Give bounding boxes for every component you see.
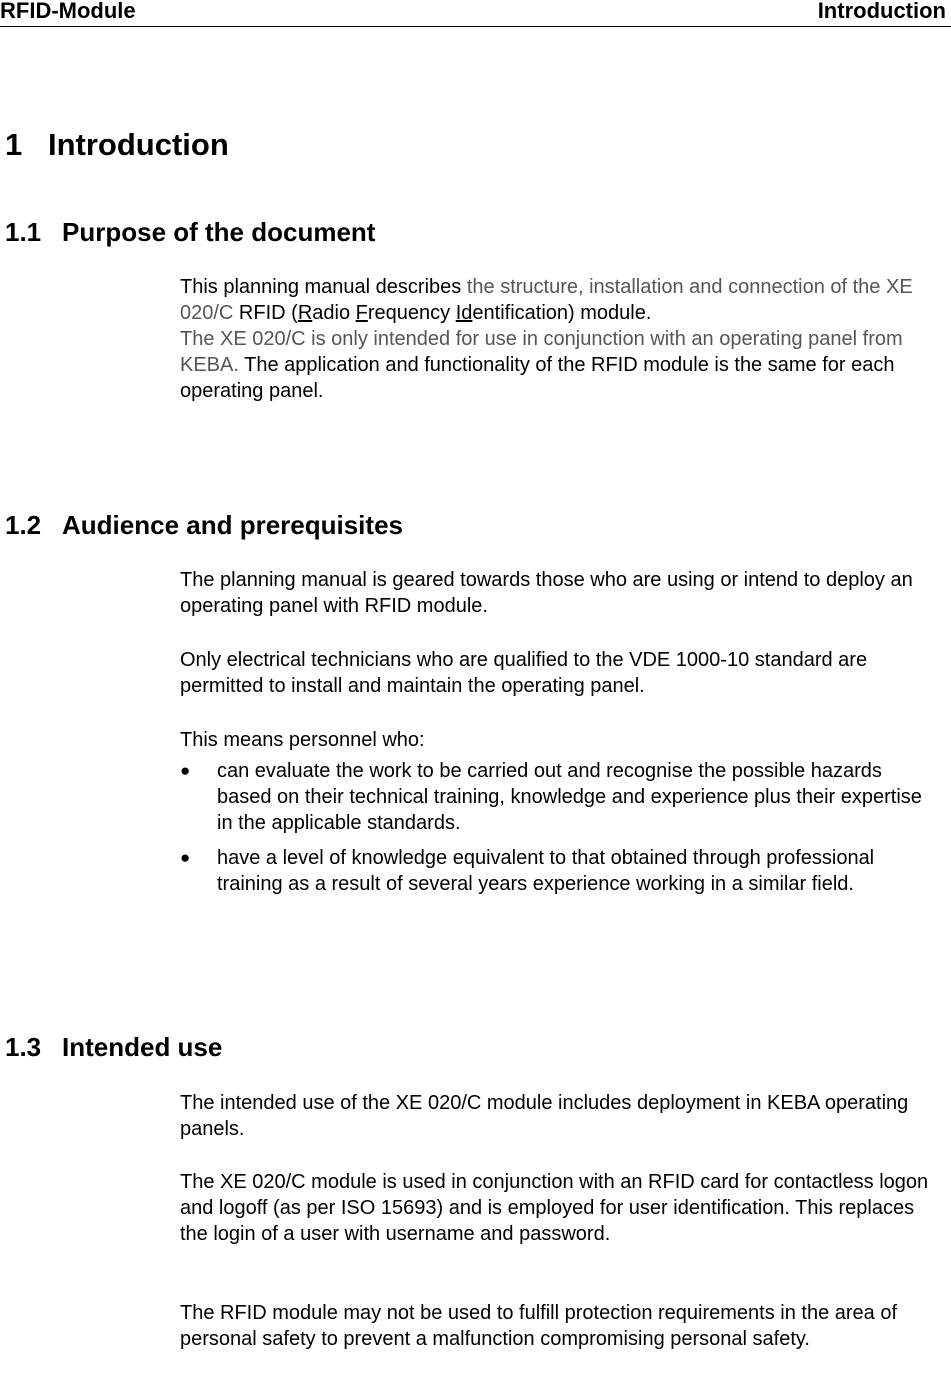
list-item-text: have a level of knowledge equivalent to that obtained through professional training as a result of several years experience working in a similar field.	[217, 847, 875, 895]
purpose-text-e: The application and functionality of the RFID module is the same for each operating panel.	[180, 354, 895, 402]
purpose-text-requency: requency	[367, 302, 456, 324]
chapter-number: 1	[5, 127, 23, 162]
acronym-letter-r: R	[297, 302, 313, 324]
section-number: 1.2	[5, 510, 42, 540]
purpose-paragraph	[180, 274, 946, 404]
purpose-text-adio: adio	[312, 302, 356, 324]
header-document-title: RFID-Module	[0, 0, 136, 23]
acronym-letters-id: Id	[455, 302, 473, 324]
section-title: Intended use	[62, 1032, 223, 1062]
intended-paragraph-1: The intended use of the XE 020/C module includes deployment in KEBA operating panels.	[180, 1092, 909, 1140]
audience-paragraph-1: The planning manual is geared towards those who are using or intend to deploy an operating panel with RFID module.	[180, 569, 913, 617]
page-header	[0, 0, 951, 27]
intended-paragraph-2: The XE 020/C module is used in conjunction with an RFID card for contactless logon and logoff (as per ISO 15693) and is employed for user identification. This replaces the login of a user with username and password.	[180, 1171, 929, 1245]
section-title: Audience and prerequisites	[62, 510, 403, 540]
bullet-icon: ●	[180, 761, 191, 780]
bullet-icon: ●	[180, 848, 191, 867]
purpose-text-d: The XE 020/C is only intended for use in conjunction with an operating panel from KEBA.	[180, 328, 903, 376]
purpose-text-b: the structure, installation and connection of the XE 020/C	[180, 276, 913, 324]
section-heading-audience	[5, 510, 403, 540]
intended-paragraph-3: The RFID module may not be used to fulfill protection requirements in the area of personal safety to prevent a malfunction compromising personal safety.	[180, 1302, 898, 1350]
chapter-heading	[5, 127, 229, 163]
list-item-text: can evaluate the work to be carried out and recognise the possible hazards based on their technical training, knowledge and experience plus their expertise in the applicable standards.	[217, 760, 922, 834]
header-chapter-title: Introduction	[817, 0, 946, 23]
section-title: Purpose of the document	[62, 217, 376, 247]
section-number: 1.3	[5, 1032, 42, 1062]
section-heading-intended-use	[5, 1032, 222, 1062]
purpose-text-a: This planning manual describes	[180, 276, 462, 298]
purpose-text-c: RFID (	[233, 302, 298, 324]
section-number: 1.1	[5, 217, 42, 247]
chapter-title: Introduction	[48, 127, 229, 162]
audience-paragraph-2: Only electrical technicians who are qualified to the VDE 1000-10 standard are permitted to install and maintain the operating panel.	[180, 649, 868, 697]
section-heading-purpose	[5, 217, 375, 247]
audience-paragraph-3: This means personnel who:	[180, 729, 425, 751]
acronym-letter-f: F	[355, 302, 368, 324]
purpose-text-entification: entification) module.	[472, 302, 652, 324]
